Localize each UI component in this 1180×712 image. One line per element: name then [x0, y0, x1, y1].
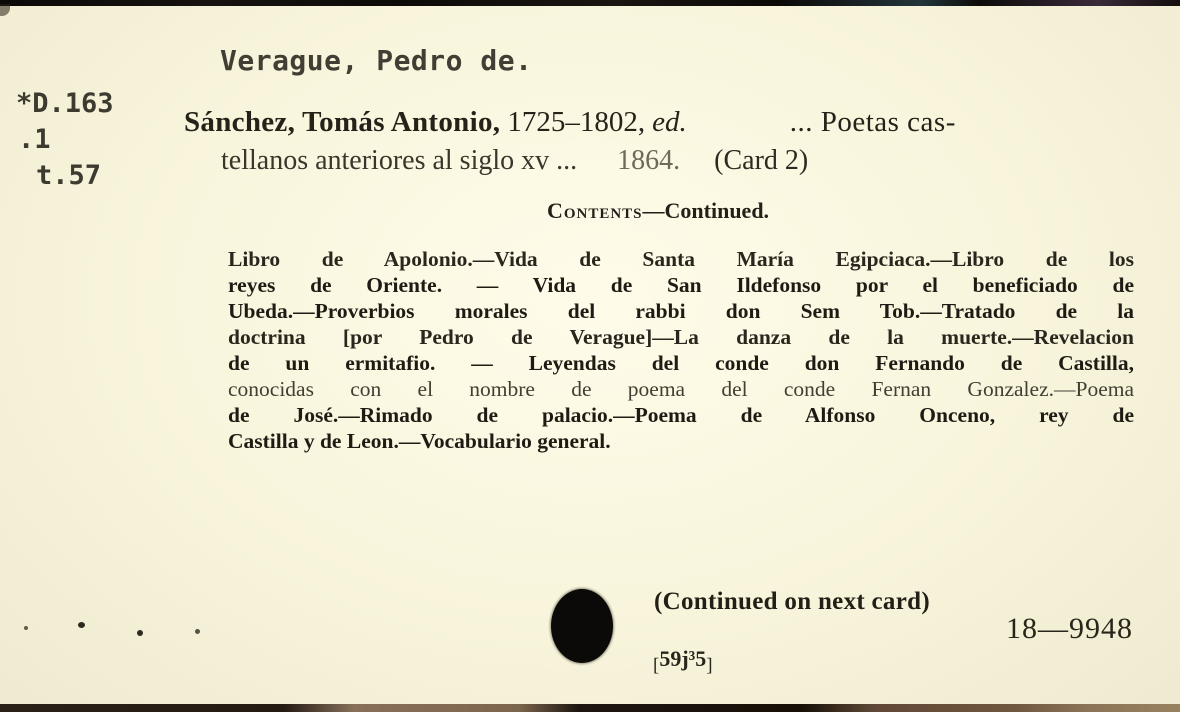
ink-speck — [24, 626, 28, 630]
ink-speck — [195, 629, 200, 634]
call-number-line1: *D.163 — [16, 88, 114, 119]
contents-line: de José.—Rimado de palacio.—Poema de Alfonso Onceno, rey de — [228, 403, 1134, 427]
hole-punch-dot — [551, 589, 613, 663]
contents-line: reyes de Oriente. — Vida de San Ildefonso por el beneficiado de — [228, 273, 1134, 297]
author-dates: 1725–1802, — [507, 106, 646, 138]
continuation-note: (Continued on next card) — [654, 588, 930, 615]
contents-line: Ubeda.—Proverbios morales del rabbi don Sem Tob.—Tratado de la — [228, 299, 1134, 323]
author-name: Sánchez, Tomás Antonio, — [184, 106, 501, 138]
contents-line: de un ermitafio. — Leyendas del conde don Fernando de Castilla, — [228, 351, 1134, 375]
card-sequence-label: (Card 2) — [714, 145, 809, 176]
print-code-value: 59j³5 — [659, 646, 707, 671]
lc-card-number: 18—9948 — [1006, 612, 1133, 645]
contents-line: conocidas con el nombre de poema del conde Fernan Gonzalez.—Poema — [228, 377, 1134, 401]
main-entry-line2 — [221, 145, 808, 177]
contents-line: doctrina [por Pedro de Verague]—La danza de la muerte.—Revelacion — [228, 325, 1134, 349]
print-code-close-bracket: ] — [706, 655, 713, 676]
contents-paragraph — [228, 246, 1134, 454]
print-code — [653, 646, 713, 677]
ink-speck — [78, 622, 85, 628]
author-role: ed. — [652, 106, 687, 138]
print-code-open-bracket: [ — [653, 655, 660, 676]
contents-header — [228, 198, 1088, 224]
main-entry-line1 — [184, 106, 956, 139]
contents-header-rest: —Continued. — [642, 198, 770, 223]
call-number-line2: .1 — [18, 124, 51, 155]
contents-line: Castilla y de Leon.—Vocabulario general. — [228, 429, 611, 453]
scan-edge-top — [0, 0, 1180, 6]
call-number — [16, 86, 114, 194]
title-fragment: ... Poetas cas- — [789, 106, 956, 138]
contents-header-smallcaps: Contents — [546, 198, 643, 223]
call-number-line3: t.57 — [36, 160, 102, 191]
scan-edge-bottom — [0, 704, 1180, 712]
publication-year: 1864. — [617, 145, 681, 176]
title-continuation: tellanos anteriores al siglo xv ... — [221, 145, 578, 176]
ink-speck — [137, 630, 143, 636]
scan-corner-smudge — [0, 4, 10, 16]
contents-line: Libro de Apolonio.—Vida de Santa María Egipciaca.—Libro de los — [228, 247, 1134, 271]
typed-heading: Verague, Pedro de. — [220, 44, 533, 77]
